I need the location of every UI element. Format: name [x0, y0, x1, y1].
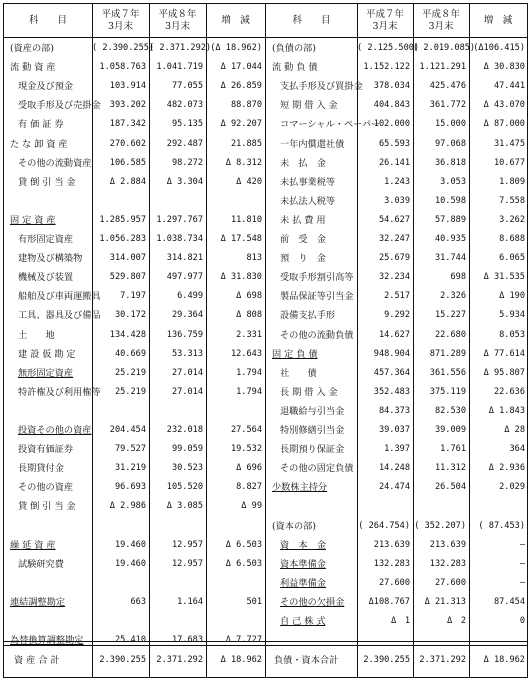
left-h8-cell: 232.018: [166, 425, 203, 435]
left-h8-cell: 95.135: [171, 119, 203, 130]
right-diff-cell: Δ 2.936: [488, 463, 525, 474]
right-label-cell: 長期預り保証金: [280, 444, 345, 456]
left-h7-cell: 7.197: [120, 291, 146, 302]
left-h8-cell: Δ 3.085: [166, 501, 203, 512]
right-label-cell: その他の流動負債: [280, 329, 354, 341]
left-label-cell: 土 地: [18, 329, 55, 341]
left-h7-cell: 1.056.283: [99, 234, 146, 244]
left-label-cell: 固 定 資 産: [10, 214, 56, 226]
left-h8-cell: 29.364: [171, 310, 203, 321]
left-diff-cell: Δ 17.548: [220, 234, 262, 244]
right-h8-cell: 361.556: [429, 367, 466, 378]
right-diff-cell: Δ 30.830: [483, 62, 525, 73]
right-diff-cell: Δ 77.614: [483, 348, 525, 359]
left-label-cell: 現金及び預金: [18, 81, 74, 93]
right-diff-cell: Δ 31.535: [483, 272, 525, 283]
left-diff-cell: 2.331: [236, 329, 262, 340]
left-diff-cell: 12.643: [230, 348, 262, 359]
left-diff-cell: 1.794: [236, 386, 262, 397]
left-label-cell: 試験研究費: [18, 558, 64, 570]
left-h8-cell: 99.059: [171, 444, 203, 455]
left-h8-cell: [149, 612, 203, 631]
left-h8-cell: 12.957: [171, 558, 203, 569]
right-diff-cell: 10.677: [493, 157, 525, 168]
right-diff-cell: 0: [519, 616, 525, 626]
header-h8-right: 平成８年 3月末: [413, 4, 469, 38]
right-h8-cell: 26.504: [434, 482, 466, 493]
right-h8-cell: Δ 21.313: [424, 596, 466, 607]
right-label-cell: 自 己 株 式: [280, 616, 326, 627]
left-h8-cell: 77.055: [171, 81, 203, 92]
right-label-cell: 受取手形割引高等: [280, 272, 354, 284]
right-label-cell: 利益準備金: [280, 577, 326, 589]
right-h7-cell: 2.517: [384, 291, 410, 302]
right-diff-cell: –: [519, 539, 525, 550]
right-h8-cell: 22.680: [434, 329, 466, 340]
right-diff-cell: 8.053: [499, 329, 525, 340]
left-h8-cell: 27.014: [171, 386, 203, 397]
right-label-cell: その他の欠損金: [280, 596, 345, 608]
header-diff-right: 増 減: [469, 4, 527, 38]
left-h8-cell: [149, 192, 203, 211]
right-h7-cell: 14.627: [378, 329, 410, 340]
total-label-left: 資 産 合 計: [14, 655, 60, 666]
right-diff-cell: 87.454: [493, 596, 525, 607]
left-h8-cell: [149, 402, 203, 421]
header-item-right: 科 目: [266, 4, 357, 38]
right-diff-cell: –: [519, 577, 525, 588]
right-diff-cell: 31.475: [493, 138, 525, 149]
left-label-cell: [10, 574, 90, 593]
right-label-cell: 設備支払手形: [280, 310, 336, 322]
right-h8-cell: 39.009: [434, 425, 466, 435]
right-h8-cell: 213.639: [429, 539, 466, 550]
right-h8-cell: 871.289: [429, 348, 466, 359]
left-h8-cell: 6.499: [177, 291, 203, 302]
right-label-cell: 特別修繕引当金: [280, 425, 345, 436]
center-rule: [265, 4, 266, 677]
left-diff-cell: 813: [246, 253, 262, 264]
left-label-cell: 建物及び構築物: [18, 253, 83, 265]
left-h8-cell: 482.073: [166, 100, 203, 111]
left-h7-cell: 204.454: [109, 425, 146, 435]
right-h8-cell: 97.068: [434, 138, 466, 149]
right-h7-cell: 14.248: [378, 463, 410, 474]
right-h8-cell: ( 352.207): [414, 520, 466, 531]
balance-sheet-table: [3, 3, 528, 678]
left-h8-cell: 1.164: [177, 596, 203, 607]
left-diff-cell: [206, 612, 262, 631]
right-label-cell: 製品保証等引当金: [280, 291, 354, 303]
right-h7-cell: 352.483: [373, 386, 410, 397]
left-label-cell: 為替換算調整勘定: [10, 635, 84, 647]
right-h8-cell: 11.312: [434, 463, 466, 474]
total-h8-right: 2.371.292: [419, 655, 466, 665]
left-h7-cell: 393.202: [109, 100, 146, 111]
left-diff-cell: Δ 696: [236, 463, 262, 474]
left-h7-cell: 187.342: [109, 119, 146, 130]
right-diff-cell: 7.558: [499, 195, 525, 206]
right-h8-cell: 15.000: [434, 119, 466, 130]
left-h7-cell: 1.285.957: [99, 214, 146, 225]
right-diff-cell: 8.688: [499, 234, 525, 244]
left-diff-cell: 27.564: [230, 425, 262, 435]
right-h7-cell: 1.397: [384, 444, 410, 455]
left-label-cell: 連結調整勘定: [10, 596, 66, 608]
right-h7-cell: 132.283: [373, 558, 410, 569]
right-label-cell: 未払事業税等: [280, 176, 336, 188]
left-diff-cell: Δ 31.830: [220, 272, 262, 283]
left-h7-cell: 40.669: [114, 348, 146, 359]
right-label-cell: 社 債: [280, 367, 317, 379]
left-label-cell: た な 卸 資 産: [10, 138, 68, 150]
right-h7-cell: 65.593: [378, 138, 410, 149]
right-h7-cell: 26.141: [378, 157, 410, 168]
left-h7-cell: 25.219: [114, 386, 146, 397]
left-h7-cell: 663: [130, 596, 146, 607]
left-label-cell: 投資有価証券: [18, 444, 74, 456]
right-diff-cell: Δ 43.070: [483, 100, 525, 111]
right-diff-cell: Δ 95.807: [483, 367, 525, 378]
left-h7-cell: 19.460: [114, 539, 146, 550]
total-separator: [4, 645, 527, 646]
right-diff-cell: Δ 87.000: [483, 119, 525, 130]
total-h7-right: 2.390.255: [363, 655, 410, 665]
right-h7-cell: 27.600: [378, 577, 410, 588]
left-h7-cell: 25.219: [114, 367, 146, 378]
header-h7-right: 平成７年 3月末: [357, 4, 413, 38]
left-h7-cell: [92, 402, 146, 421]
left-h7-cell: 30.172: [114, 310, 146, 321]
right-label-cell: 支払手形及び買掛金: [280, 81, 363, 93]
left-diff-cell: 501: [246, 596, 262, 607]
right-diff-cell: –: [519, 558, 525, 569]
left-h7-cell: 1.058.763: [99, 62, 146, 73]
right-label-cell: 短 期 借 入 金: [280, 100, 338, 112]
right-h8-cell: 15.227: [434, 310, 466, 321]
left-diff-cell: Δ 6.503: [225, 539, 262, 550]
left-h7-cell: 103.914: [109, 81, 146, 92]
right-label-cell: 固 定 負 債: [272, 348, 318, 360]
left-label-cell: [10, 517, 90, 536]
right-h7-cell: 1.243: [384, 176, 410, 187]
right-h7-cell: [357, 497, 410, 516]
total-diff-right: Δ 18.962: [483, 655, 525, 665]
left-label-cell: 貸 倒 引 当 金: [18, 176, 76, 188]
right-h7-cell: 24.474: [378, 482, 410, 493]
right-h8-cell: 31.744: [434, 253, 466, 264]
left-h7-cell: ( 2.390.255): [92, 43, 155, 53]
total-separator: [4, 641, 527, 642]
left-label-cell: [10, 402, 90, 421]
header-h7-left: 平成７年 3月末: [92, 4, 149, 38]
left-h8-cell: 1.041.719: [156, 62, 203, 73]
left-label-cell: 貸 倒 引 当 金: [18, 501, 76, 513]
right-h7-cell: 9.292: [384, 310, 410, 321]
left-h8-cell: 497.977: [166, 272, 203, 283]
left-label-cell: 機械及び装置: [18, 272, 74, 284]
left-h8-cell: 1.038.734: [156, 234, 203, 244]
total-h7-left: 2.390.255: [99, 655, 146, 665]
left-h7-cell: [92, 517, 146, 536]
left-diff-cell: 8.827: [236, 482, 262, 493]
right-h7-cell: 213.639: [373, 539, 410, 550]
right-h7-cell: 25.679: [378, 253, 410, 264]
left-diff-cell: Δ 808: [236, 310, 262, 321]
left-h8-cell: Δ 3.304: [166, 176, 203, 187]
left-diff-cell: Δ 8.312: [225, 157, 262, 168]
right-h8-cell: 698: [450, 272, 466, 283]
right-label-cell: 未払法人税等: [280, 195, 336, 207]
header-h8-left: 平成８年 3月末: [149, 4, 206, 38]
right-h8-cell: Δ 2: [447, 616, 466, 626]
total-h8-left: 2.371.292: [156, 655, 203, 665]
left-diff-cell: [206, 402, 262, 421]
left-h8-cell: 12.957: [171, 539, 203, 550]
left-diff-cell: Δ 17.044: [220, 62, 262, 73]
left-h8-cell: 30.523: [171, 463, 203, 474]
left-h7-cell: 529.807: [109, 272, 146, 283]
right-h8-cell: 36.818: [434, 157, 466, 168]
left-diff-cell: 11.810: [230, 214, 262, 225]
total-diff-left: Δ 18.962: [220, 655, 262, 665]
right-label-cell: 預 り 金: [280, 253, 326, 265]
left-diff-cell: Δ 698: [236, 291, 262, 302]
right-diff-cell: ( 87.453): [478, 520, 525, 531]
left-h8-cell: 17.683: [171, 635, 203, 646]
left-label-cell: 特許権及び利用権等: [18, 386, 101, 398]
left-h7-cell: [92, 612, 146, 631]
right-h8-cell: [413, 497, 466, 516]
right-h8-cell: 361.772: [429, 100, 466, 111]
right-diff-cell: 2.029: [499, 482, 525, 493]
left-label-cell: [10, 612, 90, 631]
right-label-cell: その他の固定負債: [280, 463, 354, 475]
left-diff-cell: Δ 92.207: [220, 119, 262, 130]
right-h8-cell: 132.283: [429, 558, 466, 569]
right-h8-cell: 27.600: [434, 577, 466, 588]
left-h8-cell: [149, 517, 203, 536]
right-label-cell: (負債の部): [272, 43, 316, 54]
right-h8-cell: 425.476: [429, 81, 466, 92]
right-label-cell: 退職給与引当金: [280, 405, 345, 417]
left-diff-cell: Δ 26.859: [220, 81, 262, 92]
left-h7-cell: 79.527: [114, 444, 146, 455]
left-h7-cell: Δ 2.884: [109, 176, 146, 187]
right-h7-cell: 1.152.122: [363, 62, 410, 73]
left-diff-cell: 1.794: [236, 367, 262, 378]
left-h7-cell: 134.428: [109, 329, 146, 340]
left-h7-cell: 25.410: [114, 635, 146, 646]
left-label-cell: 無形固定資産: [18, 367, 74, 379]
right-diff-cell: 364: [509, 444, 525, 455]
right-diff-cell: Δ 190: [499, 291, 525, 302]
right-h7-cell: Δ108.767: [368, 596, 410, 607]
left-label-cell: その他の資産: [18, 482, 74, 494]
left-diff-cell: Δ 6.503: [225, 558, 262, 569]
total-label-right: 負債・資本合計: [274, 655, 339, 666]
right-h7-cell: 378.034: [373, 81, 410, 92]
right-diff-cell: Δ 28: [504, 425, 525, 435]
left-label-cell: 船舶及び車両運搬具: [18, 291, 101, 303]
left-h7-cell: 314.007: [109, 253, 146, 264]
right-h7-cell: ( 264.754): [358, 520, 410, 531]
right-h7-cell: 404.843: [373, 100, 410, 111]
left-label-cell: その他の流動資産: [18, 157, 92, 169]
left-label-cell: 流 動 資 産: [10, 62, 56, 74]
left-label-cell: 建 設 仮 勘 定: [18, 348, 76, 360]
left-h8-cell: 292.487: [166, 138, 203, 149]
left-label-cell: 長期貸付金: [18, 463, 64, 475]
right-h7-cell: 54.627: [378, 214, 410, 225]
left-diff-cell: [206, 192, 262, 211]
header-item-left: 科 目: [4, 4, 92, 38]
right-label-cell: 少数株主持分: [272, 482, 328, 494]
left-label-cell: [10, 192, 90, 211]
left-h7-cell: [92, 192, 146, 211]
right-h7-cell: 948.904: [373, 348, 410, 359]
right-diff-cell: 22.636: [493, 386, 525, 397]
right-label-cell: 一年内償還社債: [280, 138, 345, 150]
right-h8-cell: 10.598: [434, 195, 466, 206]
right-label-cell: 未 払 金: [280, 157, 326, 169]
right-diff-cell: 1.809: [499, 176, 525, 187]
right-label-cell: [272, 497, 356, 516]
right-h7-cell: 84.373: [378, 405, 410, 416]
right-label-cell: 長 期 借 入 金: [280, 386, 338, 398]
right-diff-cell: [469, 497, 525, 516]
right-h7-cell: 32.247: [378, 234, 410, 244]
left-label-cell: 工具、器具及び備品: [18, 310, 101, 322]
left-h8-cell: 1.297.767: [156, 214, 203, 225]
left-diff-cell: 88.870: [230, 100, 262, 111]
left-h7-cell: 19.460: [114, 558, 146, 569]
right-label-cell: 資本準備金: [280, 558, 326, 570]
left-h7-cell: Δ 2.986: [109, 501, 146, 512]
right-diff-cell: 3.262: [499, 214, 525, 225]
left-h7-cell: [92, 574, 146, 593]
right-label-cell: コマーシャル・ペーパー: [280, 119, 381, 131]
left-h8-cell: 314.821: [166, 253, 203, 264]
left-label-cell: 有形固定資産: [18, 234, 74, 245]
right-h7-cell: ( 2.125.500): [357, 43, 420, 53]
left-diff-cell: (Δ 18.962): [210, 43, 262, 53]
right-h8-cell: 40.935: [434, 234, 466, 244]
left-h7-cell: 270.602: [109, 138, 146, 149]
left-diff-cell: [206, 574, 262, 593]
right-h8-cell: 1.121.291: [419, 62, 466, 73]
right-h8-cell: 57.889: [434, 214, 466, 225]
right-label-cell: 未 払 費 用: [280, 214, 326, 226]
left-h8-cell: [149, 574, 203, 593]
left-diff-cell: 21.885: [230, 138, 262, 149]
header-diff-left: 増 減: [206, 4, 265, 38]
left-h7-cell: 106.585: [109, 157, 146, 168]
left-h8-cell: 98.272: [171, 157, 203, 168]
left-diff-cell: 19.532: [230, 444, 262, 455]
right-h8-cell: 82.530: [434, 405, 466, 416]
right-label-cell: 流 動 負 債: [272, 62, 318, 74]
right-diff-cell: (Δ106.415): [473, 43, 525, 53]
right-h7-cell: 457.364: [373, 367, 410, 378]
left-h7-cell: 96.693: [114, 482, 146, 493]
right-diff-cell: 6.065: [499, 253, 525, 264]
left-h8-cell: 53.313: [171, 348, 203, 359]
right-h8-cell: 2.326: [440, 291, 466, 302]
right-h8-cell: ( 2.019.085): [413, 43, 476, 53]
left-label-cell: 受取手形及び売掛金: [18, 100, 101, 112]
left-h8-cell: ( 2.371.292): [149, 43, 212, 53]
right-label-cell: 資 本 金: [280, 539, 326, 551]
left-h8-cell: 105.520: [166, 482, 203, 493]
left-h8-cell: 27.014: [171, 367, 203, 378]
right-h7-cell: 3.039: [384, 195, 410, 206]
right-diff-cell: 5.934: [499, 310, 525, 321]
right-h7-cell: 32.234: [378, 272, 410, 283]
left-diff-cell: Δ 420: [236, 176, 262, 187]
right-h8-cell: 3.053: [440, 176, 466, 187]
right-h7-cell: 39.037: [378, 425, 410, 435]
right-h7-cell: Δ 1: [391, 616, 410, 626]
right-label-cell: 前 受 金: [280, 234, 326, 245]
left-diff-cell: Δ 99: [241, 501, 262, 512]
right-diff-cell: Δ 1.843: [488, 405, 525, 416]
left-label-cell: 有 価 証 券: [18, 119, 64, 131]
left-label-cell: (資産の部): [10, 43, 54, 54]
left-label-cell: 投資その他の資産: [18, 425, 92, 436]
right-label-cell: (資本の部): [272, 520, 316, 532]
left-label-cell: 繰 延 資 産: [10, 539, 56, 551]
left-diff-cell: [206, 517, 262, 536]
right-h8-cell: 375.119: [429, 386, 466, 397]
left-h8-cell: 136.759: [166, 329, 203, 340]
left-diff-cell: Δ 7.727: [225, 635, 262, 646]
right-diff-cell: 47.441: [493, 81, 525, 92]
right-h7-cell: 102.000: [373, 119, 410, 130]
left-h7-cell: 31.219: [114, 463, 146, 474]
right-h8-cell: 1.761: [440, 444, 466, 455]
